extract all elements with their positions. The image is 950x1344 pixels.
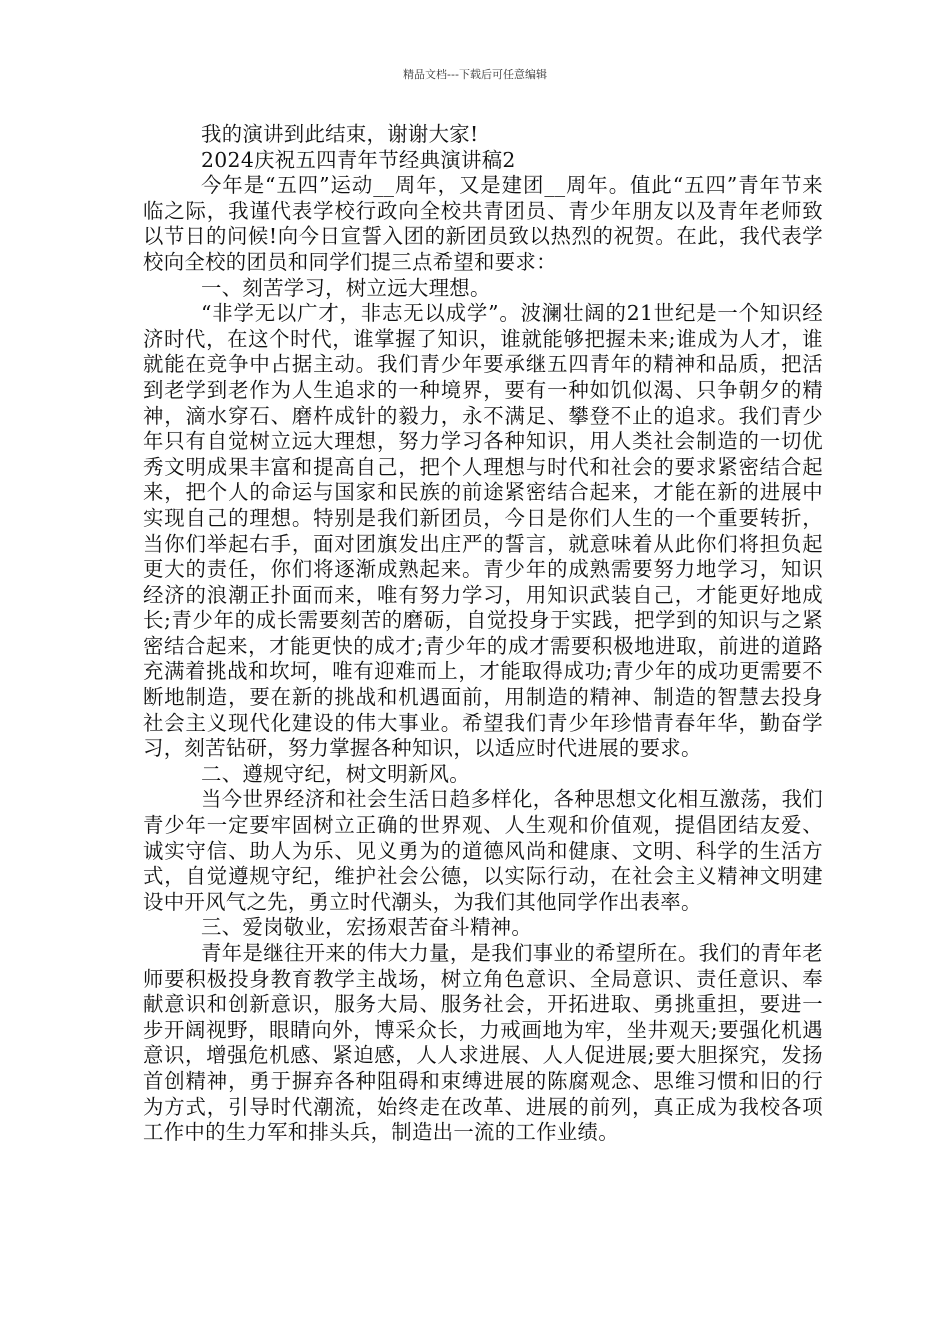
closing-line: 我的演讲到此结束，谢谢大家! <box>201 122 479 146</box>
section-heading-2: 二、遵规守纪，树文明新风。 <box>201 761 470 786</box>
section-body-2: 当今世界经济和社会生活日趋多样化，各种思想文化相互激荡，我们青少年一定要牢固树立正确的世界观、人生观和价值观，提倡团结友爱、诚实守信、助人为乐、见义勇为的道德风尚和健康、文明、科学的生活方式，自觉遵规守纪，维护社会公德，以实际行动，在社会主义精神文明建设中开风气之先，勇立时代潮头，为我们其他同学作出表率。 <box>143 787 823 914</box>
section-heading-3: 三、爱岗敬业，宏扬艰苦奋斗精神。 <box>201 915 533 940</box>
section-heading-1: 一、刻苦学习，树立远大理想。 <box>201 275 491 300</box>
section-body-1: “非学无以广才，非志无以成学”。波澜壮阔的21世纪是一个知识经济时代，在这个时代，谁掌握了知识，谁就能够把握未来;谁成为人才，谁就能在竞争中占据主动。我们青少年要承继五四青年的精神和品质，把活到老学到老作为人生追求的一种境界，要有一种如饥似渴、只争朝夕的精神，滴水穿石、磨杵成针的毅力，永不满足、攀登不止的追求。我们青少年只有自觉树立远大理想，努力学习各种知识，用人类社会制造的一切优秀文明成果丰富和提高自己，把个人理想与时代和社会的要求紧密结合起来，把个人的命运与国家和民族的前途紧密结合起来，才能在新的进展中实现自己的理想。特别是我们新团员，今日是你们人生的一个重要转折，当你们举起右手，面对团旗发出庄严的誓言，就意味着从此你们将担负起更大的责任，你们将逐渐成熟起来。青少年的成熟需要努力地学习，知识经济的浪潮正扑面而来，唯有努力学习，用知识武装自己，才能更好地成长;青少年的成长需要刻苦的磨砺，自觉投身于实践，把学到的知识与之紧密结合起来，才能更快的成才;青少年的成才需要积极地进取，前进的道路充满着挑战和坎坷，唯有迎难而上，才能取得成功;青少年的成功更需要不断地制造，要在新的挑战和机遇面前，用制造的精神、制造的智慧去投身社会主义现代化建设的伟大事业。希望我们青少年珍惜青春年华，勤奋学习，刻苦钻研，努力掌握各种知识，以适应时代进展的要求。 <box>143 301 823 761</box>
section-body-3: 青年是继往开来的伟大力量，是我们事业的希望所在。我们的青年老师要积极投身教育教学主战场，树立角色意识、全局意识、责任意识、奉献意识和创新意识，服务大局、服务社会，开拓进取、勇挑重担，要进一步开阔视野，眼睛向外，博采众长，力戒画地为牢，坐井观天;要强化机遇意识，增强危机感、紧迫感，人人求进展、人人促进展;要大胆探究，发扬首创精神，勇于摒弃各种阻碍和束缚进展的陈腐观念、思维习惯和旧的行为方式，引导时代潮流，始终走在改革、进展的前列，真正成为我校各项工作中的生力军和排头兵，制造出一流的工作业绩。 <box>143 941 823 1145</box>
speech-title: 2024庆祝五四青年节经典演讲稿2 <box>201 147 516 172</box>
document-body <box>143 122 823 1146</box>
page-header: 精品文档---下载后可任意编辑 <box>403 68 547 81</box>
intro-paragraph: 今年是“五四”运动__周年，又是建团__周年。值此“五四”青年节来临之际，我谨代表学校行政向全校共青团员、青少年朋友以及青年老师致以节日的问候!向今日宣誓入团的新团员致以热烈的祝贺。在此，我代表学校向全校的团员和同学们提三点希望和要求： <box>143 173 823 274</box>
